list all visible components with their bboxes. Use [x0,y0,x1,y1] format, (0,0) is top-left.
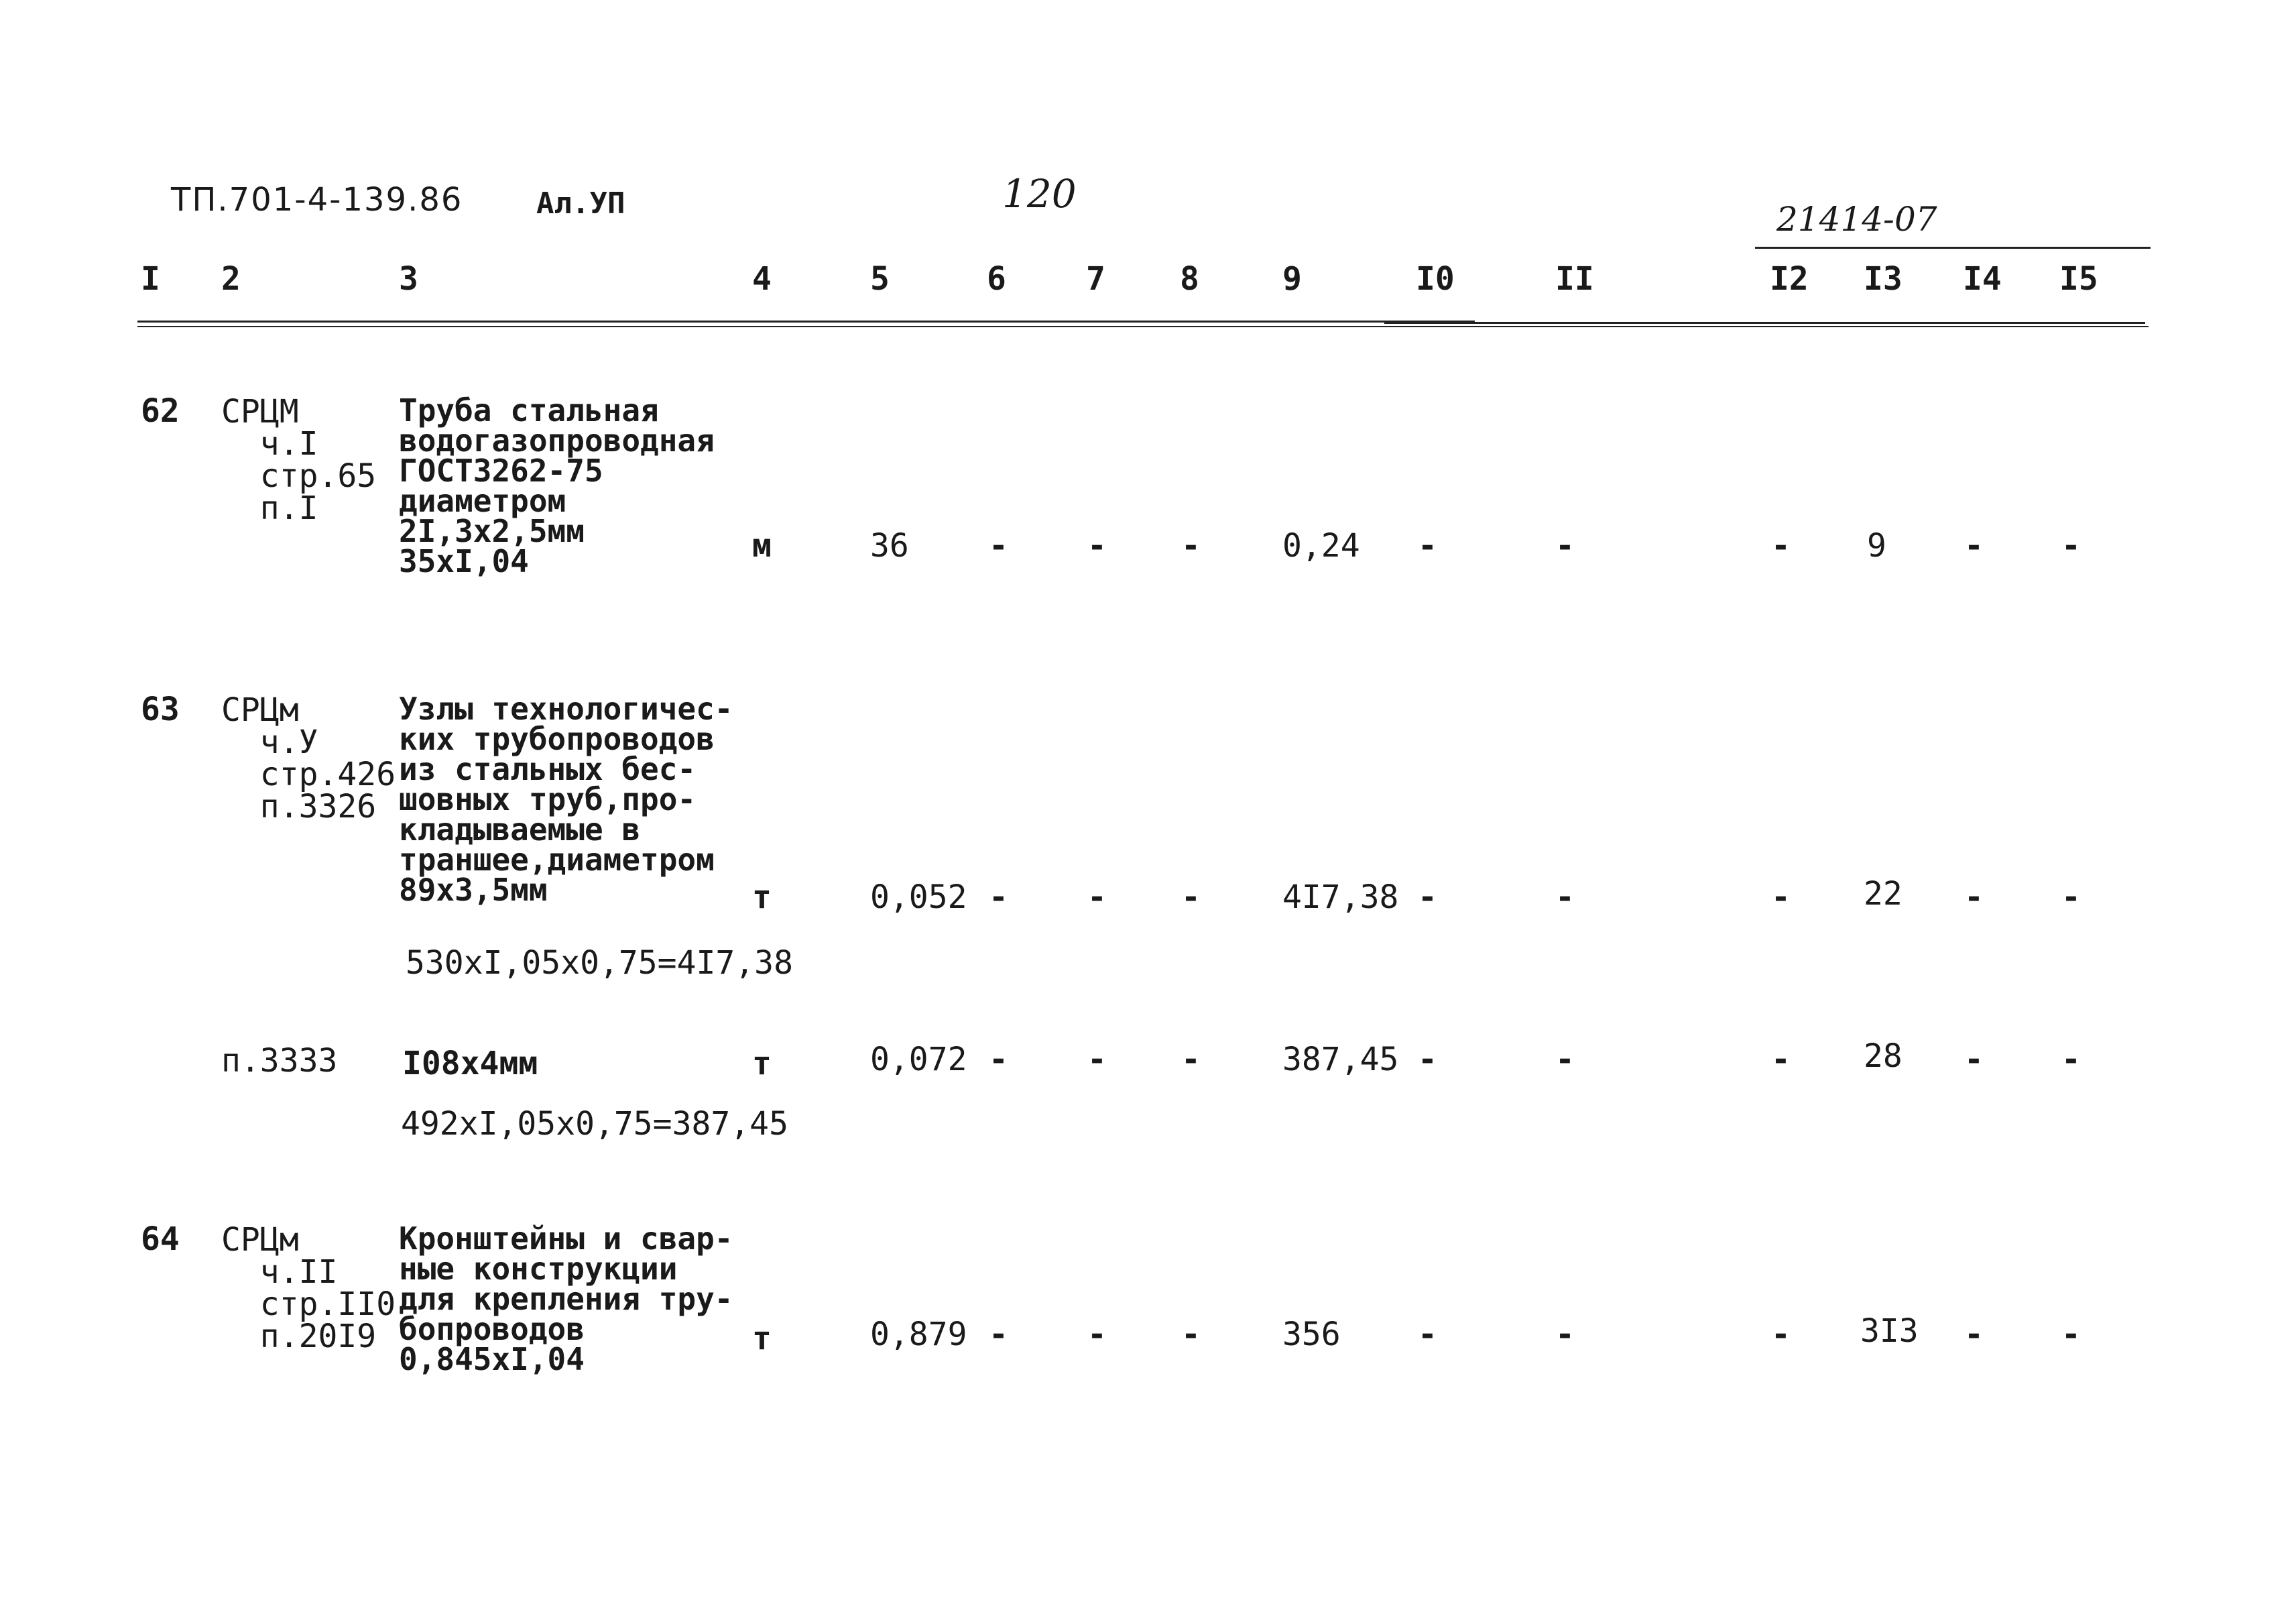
row-64-col10: - [1418,1316,1437,1353]
row-64-col6: - [989,1316,1008,1353]
row-63b-col11: - [1555,1041,1575,1078]
row-64-col9: 356 [1282,1316,1341,1353]
row-63b-description: I08х4мм [402,1045,538,1082]
row-62-col11: - [1555,527,1575,565]
row-63b-unit: т [752,1045,772,1082]
header-rule-left [137,321,1475,323]
col-11: II [1555,260,1594,298]
row-62-number: 62 [141,392,180,430]
row-63b-col6: - [989,1041,1008,1078]
row-62-col5: 36 [870,527,909,565]
col-5: 5 [870,260,890,298]
col-2: 2 [221,260,241,298]
row-64-unit: т [752,1320,772,1357]
col-13: I3 [1864,260,1902,298]
row-62-col15: - [2061,527,2081,565]
row-64-col15: - [2061,1316,2081,1353]
row-64-reference: СРЦм ч.II стр.II0 п.20I9 [221,1221,396,1355]
row-63b-formula: 492хI,05х0,75=387,45 [401,1105,788,1143]
row-63-col15: - [2061,878,2081,916]
header-right-rule [1755,247,2151,249]
row-63-number: 63 [141,691,180,728]
row-63-formula: 530хI,05х0,75=4I7,38 [406,944,793,982]
row-62-col9: 0,24 [1282,527,1360,565]
col-3: 3 [399,260,418,298]
row-63b-col10: - [1418,1041,1437,1078]
col-1: I [141,260,160,298]
row-63-col5: 0,052 [870,878,967,916]
handwritten-number: 21414-07 [1776,200,1937,239]
document-code: ТП.701-4-139.86 [171,181,463,219]
row-63b-reference: п.3333 [221,1042,338,1080]
col-12: I2 [1770,260,1809,298]
row-64-col8: - [1181,1316,1201,1353]
col-4: 4 [752,260,772,298]
row-63b-col12: - [1771,1041,1791,1078]
header-rule-bottom [137,326,2149,327]
row-63-col8: - [1181,878,1201,916]
row-62-col8: - [1181,527,1201,565]
header-rule-right [1384,322,2145,324]
row-64-col5: 0,879 [870,1316,967,1353]
row-63-unit: т [752,878,772,916]
row-63-col14: - [1964,878,1984,916]
row-64-col12: - [1771,1316,1791,1353]
row-63-col11: - [1555,878,1575,916]
page-number: 120 [1002,171,1077,217]
row-63b-col14: - [1964,1041,1984,1078]
row-63-col12: - [1771,878,1791,916]
album-label: Ал.УП [536,186,625,221]
row-63-col7: - [1087,878,1107,916]
row-64-col14: - [1964,1316,1984,1353]
row-63-description: Узлы технологичес- ких трубопроводов из стальных бес- шовных труб,про- кладываемые в траншее,диаметром 89х3,5мм [399,691,733,908]
row-64-description: Кронштейны и свар- ные конструкции для крепления тру- бопроводов 0,845хI,04 [399,1220,733,1377]
row-62-unit: м [752,527,772,565]
row-62-col7: - [1087,527,1107,565]
row-62-col14: - [1964,527,1984,565]
row-64-number: 64 [141,1220,180,1258]
row-63b-col8: - [1181,1041,1201,1078]
col-7: 7 [1086,260,1105,298]
row-62-col13: 9 [1867,527,1886,565]
col-6: 6 [987,260,1006,298]
col-10: I0 [1416,260,1455,298]
row-63-col10: - [1418,878,1437,916]
row-63-reference: СРЦм ч.У стр.426 п.3326 [221,691,396,825]
row-62-col10: - [1418,527,1437,565]
row-62-col6: - [989,527,1008,565]
row-63b-col9: 387,45 [1282,1041,1399,1078]
row-63-col9: 4I7,38 [1282,878,1399,916]
col-9: 9 [1282,260,1302,298]
row-63b-col5: 0,072 [870,1041,967,1078]
row-63-col6: - [989,878,1008,916]
row-62-reference: СРЦМ ч.I стр.65 п.I [221,393,377,527]
row-62-description: Труба стальная водогазопроводная ГОСТ3262-75 диаметром 2I,3х2,5мм 35хI,04 [399,392,715,579]
col-15: I5 [2059,260,2098,298]
row-63b-col13: 28 [1864,1037,1902,1075]
row-63b-col7: - [1087,1041,1107,1078]
row-62-col12: - [1771,527,1791,565]
row-64-col7: - [1087,1316,1107,1353]
row-64-col13: 3I3 [1860,1312,1919,1350]
col-8: 8 [1180,260,1199,298]
row-63b-col15: - [2061,1041,2081,1078]
col-14: I4 [1963,260,2002,298]
row-63-col13: 22 [1864,875,1902,913]
row-64-col11: - [1555,1316,1575,1353]
